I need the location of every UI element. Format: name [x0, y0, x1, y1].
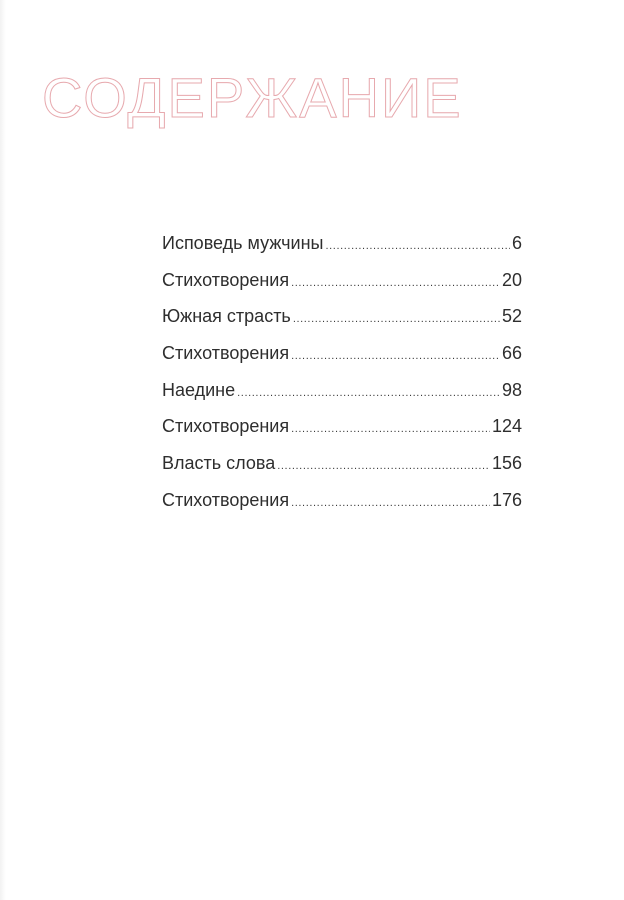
- toc-entry-title: Стихотворения: [162, 343, 290, 364]
- toc-entry-page: 156: [491, 453, 522, 474]
- toc-entry-title: Стихотворения: [162, 416, 290, 437]
- page-fold-shadow: [0, 0, 6, 900]
- toc-entry[interactable]: [162, 303, 522, 340]
- toc-entry-title: Исповедь мужчины: [162, 233, 324, 253]
- toc-entry-title: Стихотворения: [162, 269, 290, 290]
- toc-entry-page: 124: [491, 416, 522, 437]
- toc-dot-leader: [291, 490, 490, 516]
- toc-entry-page: 52: [501, 306, 522, 327]
- toc-dot-leader: [325, 233, 510, 259]
- toc-dot-leader: [237, 380, 500, 406]
- toc-entry-title: Наедине: [162, 379, 236, 400]
- toc-entry[interactable]: [162, 377, 522, 414]
- toc-entry-page: 98: [501, 379, 522, 400]
- table-of-contents: [162, 230, 522, 524]
- toc-dot-leader: [291, 270, 500, 296]
- toc-dot-leader: [291, 343, 500, 369]
- toc-entry-page: 66: [501, 343, 522, 364]
- toc-entry-page: 176: [491, 489, 522, 510]
- toc-entry-title: Власть слова: [162, 453, 276, 474]
- toc-entry[interactable]: [162, 267, 522, 304]
- toc-entry[interactable]: [162, 450, 522, 487]
- toc-entry-title: Стихотворения: [162, 489, 290, 510]
- toc-entry-title: Южная страсть: [162, 306, 291, 327]
- toc-dot-leader: [291, 416, 490, 442]
- toc-dot-leader: [277, 453, 490, 479]
- toc-entry-page: 20: [501, 269, 522, 290]
- toc-entry[interactable]: [162, 340, 522, 377]
- toc-dot-leader: [293, 306, 500, 332]
- toc-entry[interactable]: [162, 413, 522, 450]
- toc-heading: СОДЕРЖАНИЕ: [42, 66, 463, 129]
- toc-entry[interactable]: [162, 230, 522, 267]
- toc-entry[interactable]: [162, 487, 522, 524]
- toc-entry-page: 6: [511, 233, 522, 253]
